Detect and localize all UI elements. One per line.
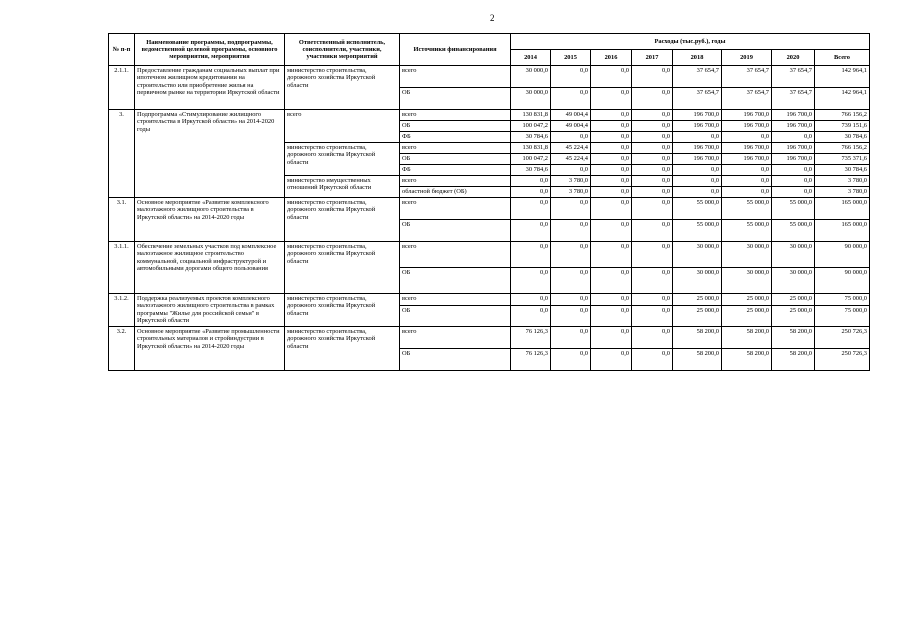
- row-value: 0,0: [772, 176, 815, 187]
- row-value: 0,0: [632, 143, 673, 154]
- row-source: ФБ: [400, 165, 511, 176]
- table-row: [109, 198, 870, 220]
- header-year: 2019: [722, 50, 772, 66]
- row-value: 30 784,6: [815, 132, 870, 143]
- header-year: 2015: [551, 50, 591, 66]
- row-value: 0,0: [511, 294, 551, 306]
- row-value: 196 700,0: [722, 110, 772, 121]
- row-executor: министерство имущественных отношений Иркутской области: [285, 176, 400, 198]
- row-value: 250 726,3: [815, 327, 870, 349]
- row-value: 766 156,2: [815, 110, 870, 121]
- row-source: областной бюджет (ОБ): [400, 187, 511, 198]
- row-source: ОБ: [400, 349, 511, 371]
- row-value: 0,0: [551, 327, 591, 349]
- row-executor: министерство строительства, дорожного хозяйства Иркутской области: [285, 66, 400, 110]
- row-source: ОБ: [400, 121, 511, 132]
- row-value: 196 700,0: [673, 121, 722, 132]
- row-value: 142 964,1: [815, 88, 870, 110]
- row-value: 37 654,7: [722, 66, 772, 88]
- row-name: Обеспечение земельных участков под комплексное малоэтажное жилищное строительство коммунальной, социальной инфраструктурой и автомобильными дорогами общего пользования: [135, 242, 285, 294]
- row-executor: министерство строительства, дорожного хозяйства Иркутской области: [285, 294, 400, 327]
- row-value: 3 780,0: [551, 176, 591, 187]
- row-value: 30 784,6: [815, 165, 870, 176]
- row-value: 0,0: [632, 187, 673, 198]
- header-num: № п-п: [109, 34, 135, 66]
- row-value: 0,0: [551, 220, 591, 242]
- row-value: 0,0: [632, 154, 673, 165]
- row-value: 75 000,0: [815, 294, 870, 306]
- row-value: 196 700,0: [722, 154, 772, 165]
- row-value: 30 000,0: [772, 268, 815, 294]
- row-number: 3.: [109, 110, 135, 198]
- row-value: 196 700,0: [772, 121, 815, 132]
- row-value: 25 000,0: [722, 294, 772, 306]
- table-row: [109, 327, 870, 349]
- row-value: 0,0: [591, 88, 632, 110]
- row-value: 49 004,4: [551, 121, 591, 132]
- row-value: 0,0: [591, 176, 632, 187]
- row-value: 0,0: [591, 349, 632, 371]
- row-value: 0,0: [551, 294, 591, 306]
- row-value: 130 831,8: [511, 110, 551, 121]
- row-value: 0,0: [591, 66, 632, 88]
- row-value: 0,0: [632, 198, 673, 220]
- row-name: Предоставление гражданам социальных выплат при ипотечном жилищном кредитовании на строительство или приобретение жилья на первичном рынке на территории Иркутской области: [135, 66, 285, 110]
- row-number: 3.2.: [109, 327, 135, 371]
- table-row: [109, 66, 870, 88]
- row-name: Основное мероприятие «Развитие промышленности строительных материалов и стройиндустрии в Иркутской области» на 2014-2020 годы: [135, 327, 285, 371]
- row-value: 0,0: [632, 242, 673, 268]
- row-value: 0,0: [591, 327, 632, 349]
- page-number: 2: [490, 13, 495, 23]
- table-row: [109, 110, 870, 121]
- row-value: 30 000,0: [511, 88, 551, 110]
- row-value: 0,0: [511, 306, 551, 327]
- row-value: 30 000,0: [673, 268, 722, 294]
- row-value: 0,0: [551, 88, 591, 110]
- row-value: 0,0: [551, 306, 591, 327]
- row-value: 196 700,0: [772, 110, 815, 121]
- row-value: 58 200,0: [722, 349, 772, 371]
- row-value: 0,0: [591, 242, 632, 268]
- row-value: 3 780,0: [815, 176, 870, 187]
- row-value: 58 200,0: [722, 327, 772, 349]
- row-value: 55 000,0: [722, 198, 772, 220]
- row-executor: всего: [285, 110, 400, 143]
- row-value: 37 654,7: [673, 66, 722, 88]
- row-value: 0,0: [772, 187, 815, 198]
- row-value: 30 000,0: [772, 242, 815, 268]
- row-value: 0,0: [632, 88, 673, 110]
- row-value: 25 000,0: [772, 294, 815, 306]
- row-value: 196 700,0: [772, 154, 815, 165]
- row-number: 3.1.1.: [109, 242, 135, 294]
- row-value: 0,0: [591, 220, 632, 242]
- row-value: 37 654,7: [722, 88, 772, 110]
- row-value: 25 000,0: [772, 306, 815, 327]
- row-value: 196 700,0: [673, 154, 722, 165]
- row-value: 0,0: [591, 187, 632, 198]
- row-value: 165 000,0: [815, 220, 870, 242]
- row-number: 2.1.1.: [109, 66, 135, 110]
- row-executor: министерство строительства, дорожного хозяйства Иркутской области: [285, 242, 400, 294]
- row-value: 0,0: [591, 294, 632, 306]
- row-source: ОБ: [400, 268, 511, 294]
- row-value: 58 200,0: [673, 327, 722, 349]
- header-executor: Ответственный исполнитель, соисполнители, участники, участники мероприятий: [285, 34, 400, 66]
- row-value: 165 000,0: [815, 198, 870, 220]
- row-source: ФБ: [400, 132, 511, 143]
- row-value: 766 156,2: [815, 143, 870, 154]
- row-value: 0,0: [632, 268, 673, 294]
- row-value: 0,0: [511, 198, 551, 220]
- row-value: 75 000,0: [815, 306, 870, 327]
- row-executor: министерство строительства, дорожного хозяйства Иркутской области: [285, 198, 400, 242]
- row-value: 0,0: [591, 110, 632, 121]
- row-value: 0,0: [591, 198, 632, 220]
- row-value: 0,0: [722, 165, 772, 176]
- row-value: 0,0: [591, 306, 632, 327]
- row-value: 58 200,0: [673, 349, 722, 371]
- row-value: 55 000,0: [673, 220, 722, 242]
- row-value: 25 000,0: [673, 294, 722, 306]
- row-executor: министерство строительства, дорожного хозяйства Иркутской области: [285, 143, 400, 176]
- row-value: 0,0: [551, 349, 591, 371]
- row-source: ОБ: [400, 154, 511, 165]
- header-expenses: Расходы (тыс.руб.), годы: [511, 34, 870, 50]
- row-value: 58 200,0: [772, 327, 815, 349]
- row-value: 0,0: [632, 349, 673, 371]
- row-value: 55 000,0: [722, 220, 772, 242]
- row-value: 0,0: [591, 132, 632, 143]
- row-value: 37 654,7: [772, 66, 815, 88]
- row-value: 0,0: [511, 268, 551, 294]
- row-value: 90 000,0: [815, 242, 870, 268]
- table-body: [109, 66, 870, 371]
- row-value: 250 726,3: [815, 349, 870, 371]
- row-value: 0,0: [632, 294, 673, 306]
- row-name: Основное мероприятие «Развитие комплексного малоэтажного жилищного строительства в Иркутской области» на 2014-2020 годы: [135, 198, 285, 242]
- row-value: 76 126,3: [511, 349, 551, 371]
- row-source: ОБ: [400, 306, 511, 327]
- row-value: 0,0: [551, 242, 591, 268]
- row-name: Поддержка реализуемых проектов комплексного малоэтажного жилищного строительства в рамках программы "Жилье для российской семьи" в Иркутской области: [135, 294, 285, 327]
- row-value: 30 000,0: [722, 268, 772, 294]
- row-value: 0,0: [722, 176, 772, 187]
- row-value: 0,0: [511, 176, 551, 187]
- row-source: всего: [400, 294, 511, 306]
- row-value: 58 200,0: [772, 349, 815, 371]
- row-executor: министерство строительства, дорожного хозяйства Иркутской области: [285, 327, 400, 371]
- row-value: 30 000,0: [511, 66, 551, 88]
- row-name: Подпрограмма «Стимулирование жилищного строительства в Иркутской области» на 2014-2020 годы: [135, 110, 285, 198]
- row-value: 0,0: [591, 143, 632, 154]
- row-value: 0,0: [772, 165, 815, 176]
- row-value: 0,0: [632, 165, 673, 176]
- header-year: Всего: [815, 50, 870, 66]
- row-source: всего: [400, 66, 511, 88]
- row-value: 0,0: [591, 268, 632, 294]
- header-year: 2018: [673, 50, 722, 66]
- table-row: [109, 242, 870, 268]
- row-source: всего: [400, 143, 511, 154]
- row-value: 0,0: [722, 187, 772, 198]
- row-source: всего: [400, 198, 511, 220]
- row-value: 0,0: [551, 198, 591, 220]
- row-value: 0,0: [551, 66, 591, 88]
- row-value: 25 000,0: [722, 306, 772, 327]
- row-value: 55 000,0: [772, 220, 815, 242]
- row-value: 735 371,6: [815, 154, 870, 165]
- row-value: 49 004,4: [551, 110, 591, 121]
- row-value: 0,0: [511, 220, 551, 242]
- row-value: 0,0: [772, 132, 815, 143]
- row-value: 0,0: [673, 132, 722, 143]
- row-value: 196 700,0: [722, 143, 772, 154]
- row-value: 142 964,1: [815, 66, 870, 88]
- row-value: 0,0: [632, 306, 673, 327]
- row-value: 30 000,0: [722, 242, 772, 268]
- header-year: 2016: [591, 50, 632, 66]
- row-value: 0,0: [511, 187, 551, 198]
- row-number: 3.1.2.: [109, 294, 135, 327]
- row-source: всего: [400, 176, 511, 187]
- row-value: 0,0: [632, 121, 673, 132]
- row-value: 45 224,4: [551, 154, 591, 165]
- row-source: всего: [400, 242, 511, 268]
- row-value: 739 151,6: [815, 121, 870, 132]
- header-source: Источники финансирования: [400, 34, 511, 66]
- row-value: 37 654,7: [772, 88, 815, 110]
- budget-table: [108, 33, 870, 371]
- row-value: 30 784,6: [511, 132, 551, 143]
- row-value: 30 784,6: [511, 165, 551, 176]
- row-value: 76 126,3: [511, 327, 551, 349]
- row-value: 0,0: [632, 220, 673, 242]
- row-source: всего: [400, 110, 511, 121]
- row-value: 45 224,4: [551, 143, 591, 154]
- row-value: 0,0: [591, 121, 632, 132]
- row-value: 100 047,2: [511, 154, 551, 165]
- row-value: 196 700,0: [722, 121, 772, 132]
- row-value: 0,0: [551, 165, 591, 176]
- table-row: [109, 294, 870, 306]
- row-value: 55 000,0: [673, 198, 722, 220]
- row-value: 196 700,0: [772, 143, 815, 154]
- row-value: 55 000,0: [772, 198, 815, 220]
- row-value: 30 000,0: [673, 242, 722, 268]
- row-value: 0,0: [722, 132, 772, 143]
- row-source: ОБ: [400, 220, 511, 242]
- row-value: 100 047,2: [511, 121, 551, 132]
- header-year: 2017: [632, 50, 673, 66]
- row-value: 130 831,8: [511, 143, 551, 154]
- row-value: 0,0: [591, 154, 632, 165]
- row-value: 25 000,0: [673, 306, 722, 327]
- row-source: ОБ: [400, 88, 511, 110]
- row-number: 3.1.: [109, 198, 135, 242]
- row-value: 0,0: [673, 176, 722, 187]
- row-value: 0,0: [632, 132, 673, 143]
- row-value: 0,0: [511, 242, 551, 268]
- row-value: 0,0: [551, 132, 591, 143]
- row-value: 0,0: [632, 327, 673, 349]
- row-value: 0,0: [591, 165, 632, 176]
- row-value: 0,0: [632, 110, 673, 121]
- header-year: 2020: [772, 50, 815, 66]
- row-source: всего: [400, 327, 511, 349]
- row-value: 37 654,7: [673, 88, 722, 110]
- row-value: 3 780,0: [815, 187, 870, 198]
- row-value: 0,0: [673, 187, 722, 198]
- row-value: 0,0: [632, 176, 673, 187]
- row-value: 196 700,0: [673, 110, 722, 121]
- row-value: 0,0: [632, 66, 673, 88]
- row-value: 90 000,0: [815, 268, 870, 294]
- row-value: 3 780,0: [551, 187, 591, 198]
- row-value: 196 700,0: [673, 143, 722, 154]
- row-value: 0,0: [673, 165, 722, 176]
- header-year: 2014: [511, 50, 551, 66]
- row-value: 0,0: [551, 268, 591, 294]
- header-name: Наименование программы, подпрограммы, ведомственной целевой программы, основного мероприятия, мероприятия: [135, 34, 285, 66]
